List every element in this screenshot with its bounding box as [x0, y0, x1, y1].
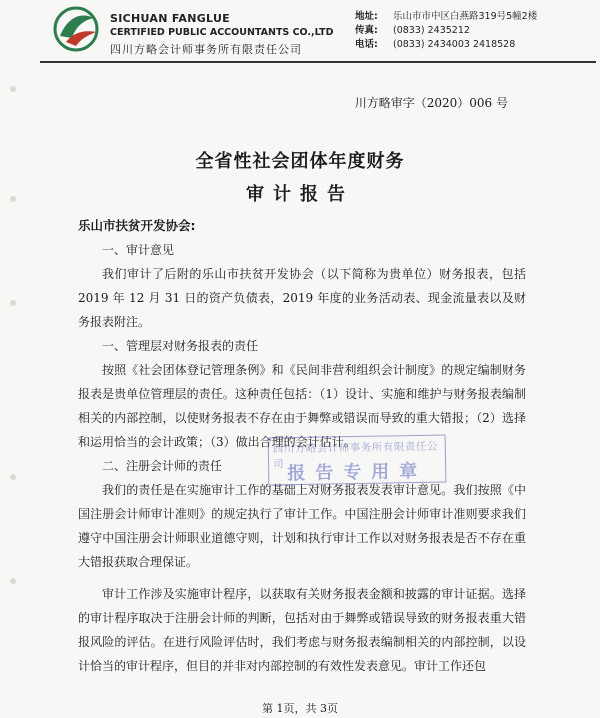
firm-logo-icon [52, 6, 102, 52]
header-divider [40, 61, 596, 63]
address-value: 乐山市市中区白燕路319号5幢2楼 [393, 11, 538, 22]
punch-hole [10, 578, 16, 584]
address-label: 地址: [355, 11, 378, 22]
document-number: 川方略审字（2020）006 号 [354, 96, 508, 110]
firm-name-en-line2: CERTIFIED PUBLIC ACCOUNTANTS CO.,LTD [110, 27, 334, 38]
report-title-line1: 全省性社会团体年度财务 [195, 151, 405, 172]
phone-label: 电话: [355, 39, 378, 50]
fax-value: (0833) 2435212 [393, 25, 470, 36]
section-heading-audit-opinion: 一、审计意见 [102, 243, 175, 257]
paragraph-management-responsibility: 按照《社会团体登记管理条例》和《民间非营利组织会计制度》的规定编制财务报表是贵单位管理层的责任。这种责任包括：（1）设计、实施和维护与财务报表编制相关的内部控制，以使财务报表不存在由于舞弊或错误而导致的重大错报；（2）选择和运用恰当的会计政策；（3）做出合理的会计估计。 [78, 363, 526, 449]
paragraph-auditor-responsibility-2: 审计工作涉及实施审计程序，以获取有关财务报表金额和披露的审计证据。选择的审计程序取决于注册会计师的判断，包括对由于舞弊或错误导致的财务报表重大错报风险的评估。在进行风险评估时，我们考虑与财务报表编制相关的内部控制，以设计恰当的审计程序，但目的并非对内部控制的有效性发表意见。审计工作还包 [78, 587, 526, 673]
punch-hole [10, 86, 16, 92]
addressee: 乐山市扶贫开发协会: [78, 218, 196, 233]
contact-block [355, 10, 537, 52]
seal-title: 报告专用章 [287, 460, 428, 485]
punch-hole [10, 300, 16, 306]
report-title-line2: 审计报告 [246, 184, 354, 205]
paragraph-gap [78, 574, 526, 582]
report-seal-stamp [268, 434, 447, 485]
section-heading-auditor-responsibility: 二、注册会计师的责任 [102, 459, 223, 473]
firm-name-en-line1: SICHUAN FANGLUE [110, 12, 230, 25]
paragraph-auditor-responsibility-1: 我们的责任是在实施审计工作的基础上对财务报表发表审计意见。我们按照《中国注册会计师审计准则》的规定执行了审计工作。中国注册会计师审计准则要求我们遵守中国注册会计师职业道德守则，计划和执行审计工作以对财务报表是否不存在重大错报获取合理保证。 [78, 483, 526, 569]
firm-name-cn: 四川方略会计师事务所有限责任公司 [110, 43, 302, 56]
paragraph-audit-opinion: 我们审计了后附的乐山市扶贫开发协会（以下简称为贵单位）财务报表，包括2019 年 12 月 31 日的资产负债表，2019 年度的业务活动表、现金流量表以及财务报表附注。 [78, 267, 526, 329]
phone-value: (0833) 2434003 2418528 [393, 39, 516, 50]
punch-hole [10, 474, 16, 480]
fax-label: 传真: [355, 25, 378, 36]
seal-firm-name: 四川方略会计师事务所有限责任公司 [272, 440, 438, 471]
letterhead [52, 6, 592, 56]
page-footer: 第 1页，共 3页 [262, 702, 338, 715]
section-heading-management-responsibility: 一、管理层对财务报表的责任 [102, 339, 259, 353]
